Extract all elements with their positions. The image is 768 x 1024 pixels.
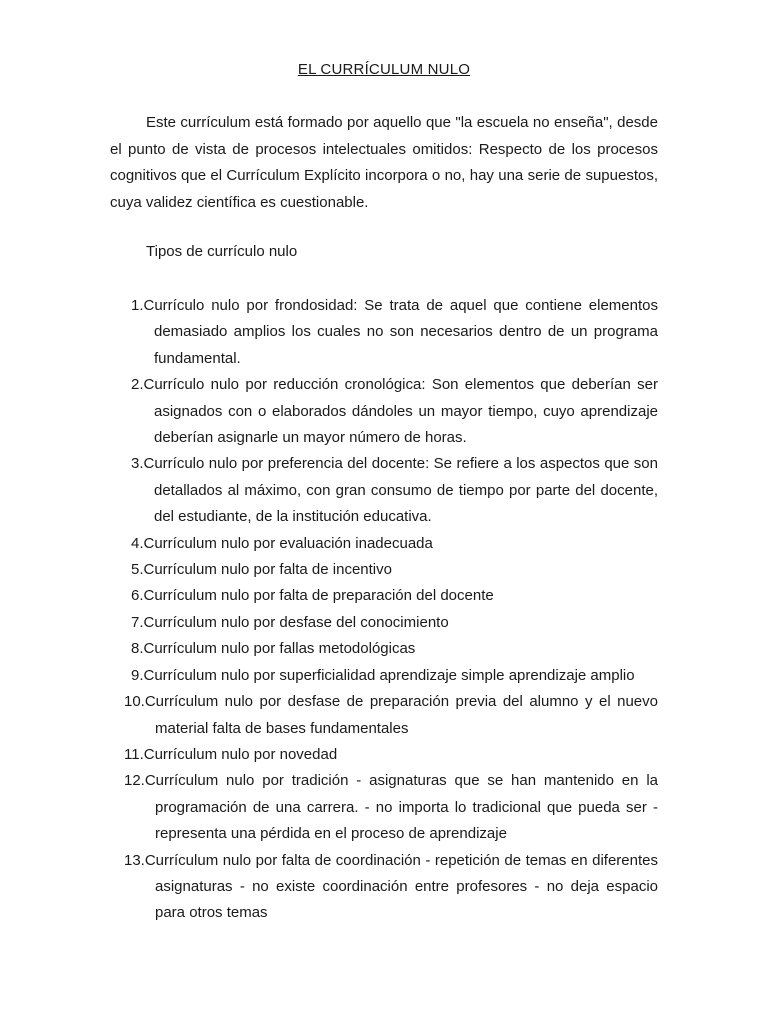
list-item: 3.Currículo nulo por preferencia del docente: Se refiere a los aspectos que son detallados al máximo, con gran consumo de tiempo por parte del docente, del estudiante, de la institución educativa.	[131, 455, 658, 526]
list-item: 13.Currículum nulo por falta de coordinación - repetición de temas en diferentes asignaturas - no existe coordinación entre profesores - no deja espacio para otros temas	[124, 851, 658, 922]
list-item: 10.Currículum nulo por desfase de preparación previa del alumno y el nuevo material falta de bases fundamentales	[124, 693, 658, 737]
intro-paragraph: Este currículum está formado por aquello que "la escuela no enseña", desde el punto de vista de procesos intelectuales omitidos: Respecto de los procesos cognitivos que el Currículum Explícito incorpora o no, hay una serie de supuestos, cuya validez científica es cuestionable.	[110, 114, 658, 211]
list-item: 11.Currículum nulo por novedad	[124, 745, 338, 763]
curriculum-types-list	[124, 293, 658, 927]
document-title: EL CURRÍCULUM NULO	[297, 61, 471, 78]
subheading: Tipos de currículo nulo	[146, 243, 298, 260]
list-item: 7.Currículum nulo por desfase del conocimiento	[131, 613, 449, 631]
list-item: 2.Currículo nulo por reducción cronológica: Son elementos que deberían ser asignados con o elaborados dándoles un mayor tiempo, cuyo aprendizaje deberían asignarle un mayor número de horas.	[131, 376, 658, 447]
list-item: 4.Currículum nulo por evaluación inadecuada	[131, 534, 433, 552]
list-item: 8.Currículum nulo por fallas metodológicas	[131, 640, 416, 658]
list-item: 1.Currículo nulo por frondosidad: Se trata de aquel que contiene elementos demasiado amplios los cuales no son necesarios dentro de un programa fundamental.	[131, 297, 658, 367]
list-item: 5.Currículum nulo por falta de incentivo	[131, 561, 392, 579]
list-item: 9.Currículum nulo por superficialidad aprendizaje simple aprendizaje amplio	[131, 666, 635, 684]
list-item: 12.Currículum nulo por tradición - asignaturas que se han mantenido en la programación de una carrera. - no importa lo tradicional que pueda ser - representa una pérdida en el proceso de aprendizaje	[124, 772, 658, 843]
list-item: 6.Currículum nulo por falta de preparación del docente	[131, 587, 494, 605]
